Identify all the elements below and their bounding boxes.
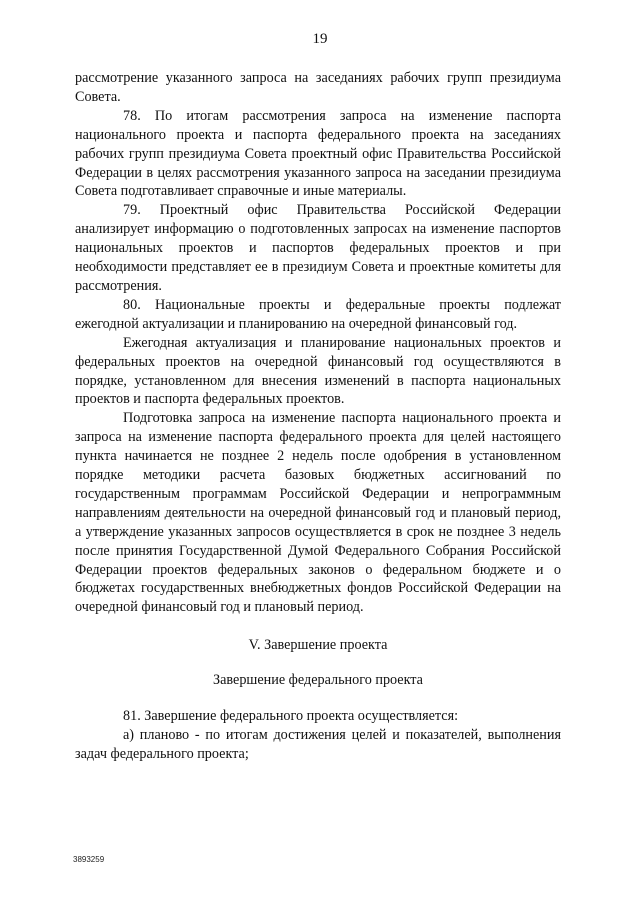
section-heading: V. Завершение проекта — [248, 637, 388, 654]
document-id: 3893259 — [73, 855, 105, 864]
paragraph-81-a: а) планово - по итогам достижения целей и показателей, выполнения задач федерального проекта; — [75, 727, 561, 762]
document-body — [75, 69, 561, 764]
paragraph-80-actualization: Ежегодная актуализация и планирование национальных проектов и федеральных проектов на очередной финансовый год осуществляются в порядке, установленном для внесения изменений в паспорта национальных проектов и паспорта федеральных проектов. — [75, 334, 561, 408]
subsection-heading: Завершение федерального проекта — [213, 672, 423, 689]
paragraph-81: 81. Завершение федерального проекта осуществляется: — [123, 708, 459, 725]
paragraph-79: 79. Проектный офис Правительства Российской Федерации анализирует информацию о подготовленных запросах на изменение паспортов национальных проектов и паспортов федеральных проектов и при необходимости представляет ее в президиум Совета и проектные комитеты для рассмотрения. — [75, 202, 561, 294]
paragraph-78: 78. По итогам рассмотрения запроса на изменение паспорта национального проекта и паспорта федерального проекта на заседаниях рабочих групп президиума Совета проектный офис Правительства Российской Федерации в целях рассмотрения указанного запроса на заседании президиума Совета подготавливает справочные и иные материалы. — [75, 107, 561, 200]
page-number: 19 — [312, 31, 328, 47]
paragraph-continuation: рассмотрение указанного запроса на заседаниях рабочих групп президиума Совета. — [75, 70, 561, 105]
paragraph-80: 80. Национальные проекты и федеральные проекты подлежат ежегодной актуализации и планированию на очередной финансовый год. — [75, 296, 561, 332]
paragraph-80-preparation: Подготовка запроса на изменение паспорта национального проекта и запроса на изменение паспорта федерального проекта для целей настоящего пункта начинается не позднее 2 недель после одобрения в установленном порядке методики расчета базовых бюджетных ассигнований по государственным программам Российской Федерации и непрограммным направлениям деятельности на очередной финансовый год и плановый период, а утверждение указанных запросов осуществляется в срок не позднее 3 недель после принятия Государственной Думой Федерального Собрания Российской Федерации проектов федеральных законов о федеральном бюджете и о бюджетах государственных внебюджетных фондов Российской Федерации на очередной финансовый год и плановый период. — [75, 410, 561, 616]
